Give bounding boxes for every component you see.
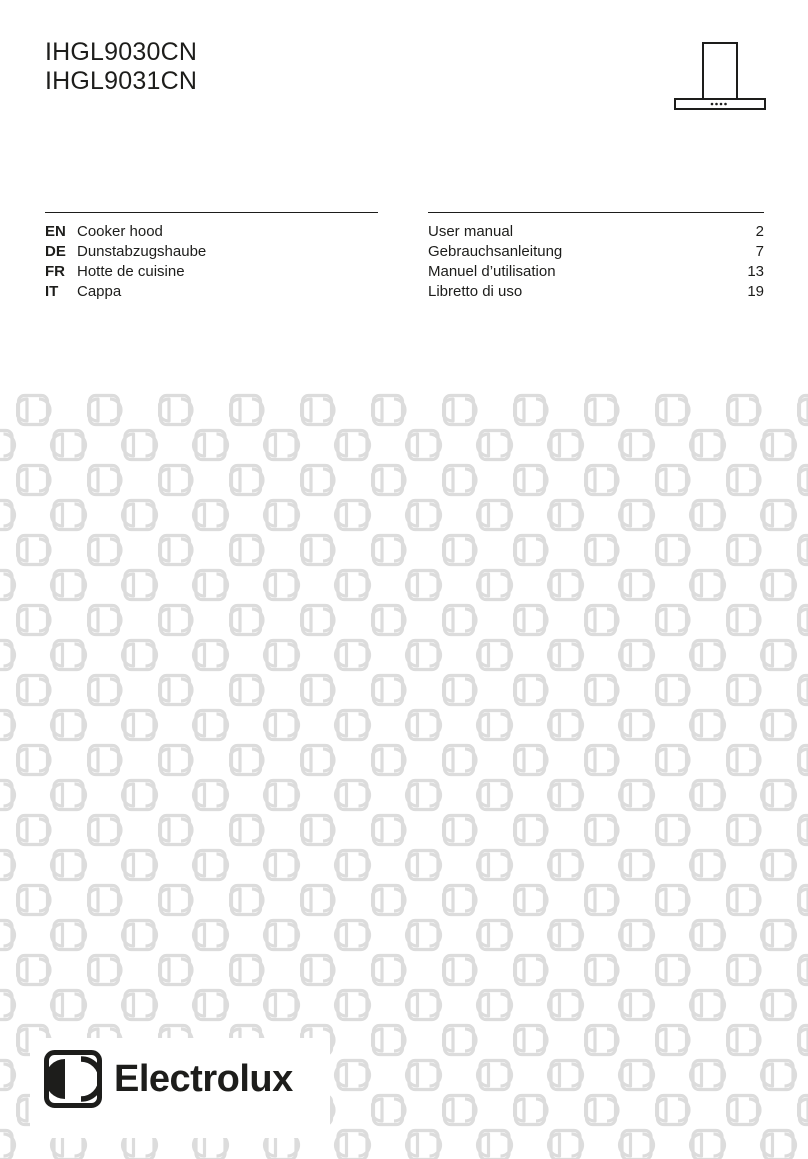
brand-name: Electrolux — [114, 1058, 293, 1100]
manual-title: Libretto di uso — [428, 283, 523, 300]
language-row — [45, 222, 378, 242]
language-row — [45, 242, 378, 262]
electrolux-logo-icon — [44, 1050, 102, 1108]
manual-title: User manual — [428, 223, 514, 240]
page-number: 7 — [755, 243, 764, 260]
manual-row — [428, 222, 764, 242]
cooker-hood-icon — [674, 42, 766, 114]
manual-title: Gebrauchsanleitung — [428, 243, 563, 260]
model-number: IHGL9030CN — [45, 38, 198, 66]
divider — [45, 212, 378, 213]
page-number: 2 — [755, 223, 764, 240]
product-name: Dunstabzugshaube — [77, 243, 207, 260]
product-name: Cappa — [77, 283, 122, 300]
page-number: 19 — [747, 283, 764, 300]
divider — [428, 212, 764, 213]
manual-title: Manuel d’utilisation — [428, 263, 556, 280]
language-row — [45, 282, 378, 302]
manual-row — [428, 262, 764, 282]
language-code: DE — [45, 243, 66, 260]
language-code: IT — [45, 283, 59, 300]
page-number: 13 — [747, 263, 764, 280]
manual-row — [428, 282, 764, 302]
model-numbers — [45, 38, 197, 96]
product-name: Cooker hood — [77, 223, 163, 240]
language-code: EN — [45, 223, 66, 240]
language-code: FR — [45, 263, 65, 280]
manual-list — [428, 222, 764, 302]
language-list — [45, 222, 378, 302]
model-number: IHGL9031CN — [45, 67, 198, 95]
language-row — [45, 262, 378, 282]
product-name: Hotte de cuisine — [77, 263, 185, 280]
manual-row — [428, 242, 764, 262]
brand-logo — [30, 1038, 330, 1138]
